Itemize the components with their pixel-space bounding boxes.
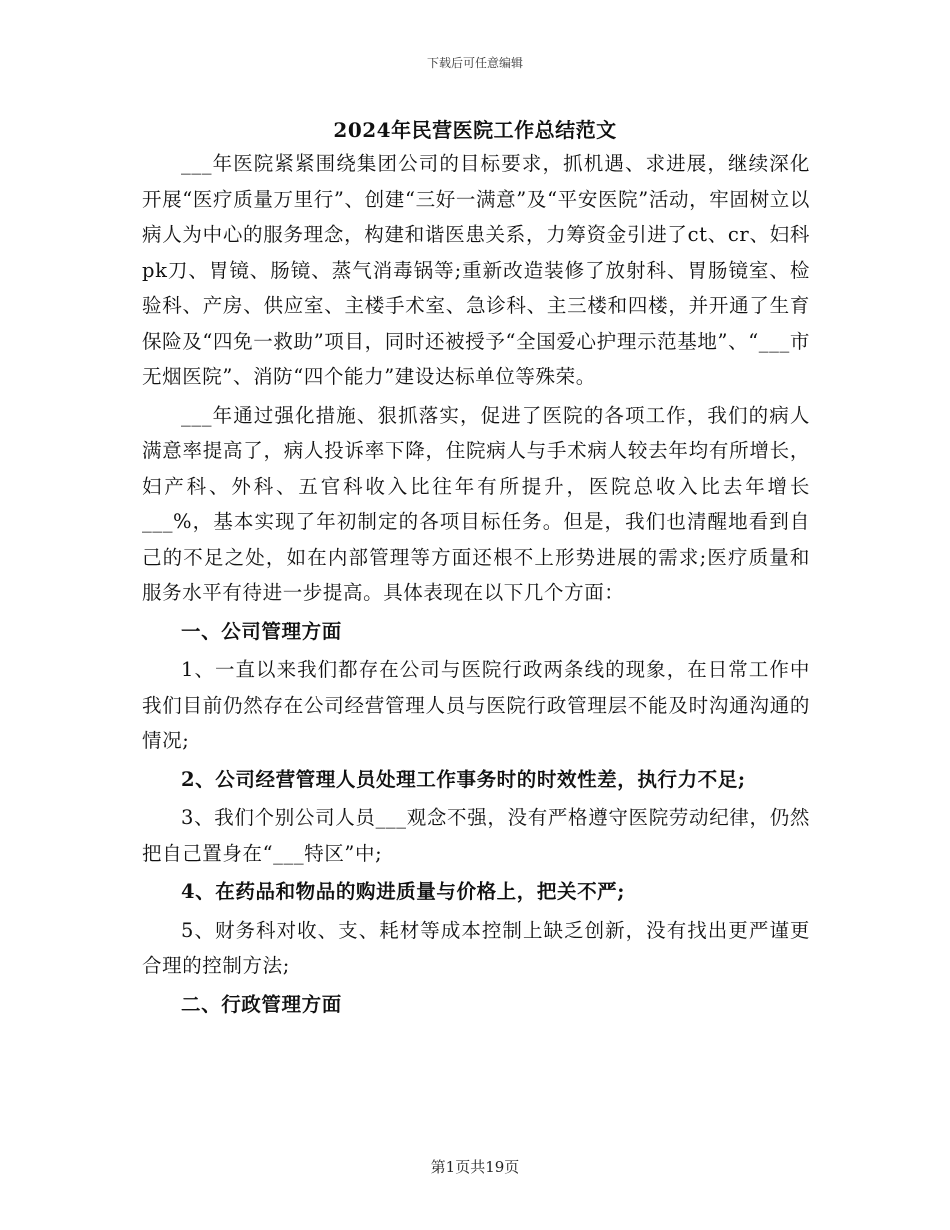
list-item-4: 4、在药品和物品的购进质量与价格上，把关不严; — [181, 880, 626, 903]
list-item-5: 5、财务科对收、支、耗材等成本控制上缺乏创新，没有找出更严谨更合理的控制方法; — [142, 918, 810, 977]
section-heading-admin-management: 二、行政管理方面 — [181, 992, 342, 1016]
list-item-2: 2、公司经营管理人员处理工作事务时的时效性差，执行力不足; — [181, 767, 746, 791]
page-number: 第1页共19页 — [430, 1158, 520, 1176]
header-note: 下载后可任意编辑 — [426, 56, 523, 70]
document-body — [142, 146, 810, 1025]
paragraph-summary: ___年通过强化措施、狠抓落实，促进了医院的各项工作，我们的病人满意率提高了，病人投诉率下降，住院病人与手术病人较去年均有所增长，妇产科、外科、五官科收入比往年有所提升，医院总收入比去年增长___%，基本实现了年初制定的各项目标任务。但是，我们也清醒地看到自己的不足之处，如在内部管理等方面还根不上形势进展的需求;医疗质量和服务水平有待进一步提高。具体表现在以下几个方面： — [142, 403, 810, 604]
document-title: 2024年民营医院工作总结范文 — [333, 118, 617, 142]
paragraph-intro: ___年医院紧紧围绕集团公司的目标要求，抓机遇、求进展，继续深化开展“医疗质量万里行”、创建“三好一满意”及“平安医院”活动，牢固树立以病人为中心的服务理念，构建和谐医患关系，力筹资金引进了ct、cr、妇科pk刀、胃镜、肠镜、蒸气消毒锅等;重新改造装修了放射科、胃肠镜室、检验科、产房、供应室、主楼手术室、急诊科、主三楼和四楼，并开通了生育保险及“四免一救助”项目，同时还被授予“全国爱心护理示范基地”、“___市无烟医院”、消防“四个能力”建设达标单位等殊荣。 — [142, 152, 810, 388]
list-item-1: 1、一直以来我们都存在公司与医院行政两条线的现象，在日常工作中我们目前仍然存在公司经营管理人员与医院行政管理层不能及时沟通沟通的情况; — [142, 658, 810, 752]
section-heading-company-management: 一、公司管理方面 — [181, 619, 342, 643]
list-item-3: 3、我们个别公司人员___观念不强，没有严格遵守医院劳动纪律，仍然把自己置身在“___特区”中; — [142, 806, 810, 865]
